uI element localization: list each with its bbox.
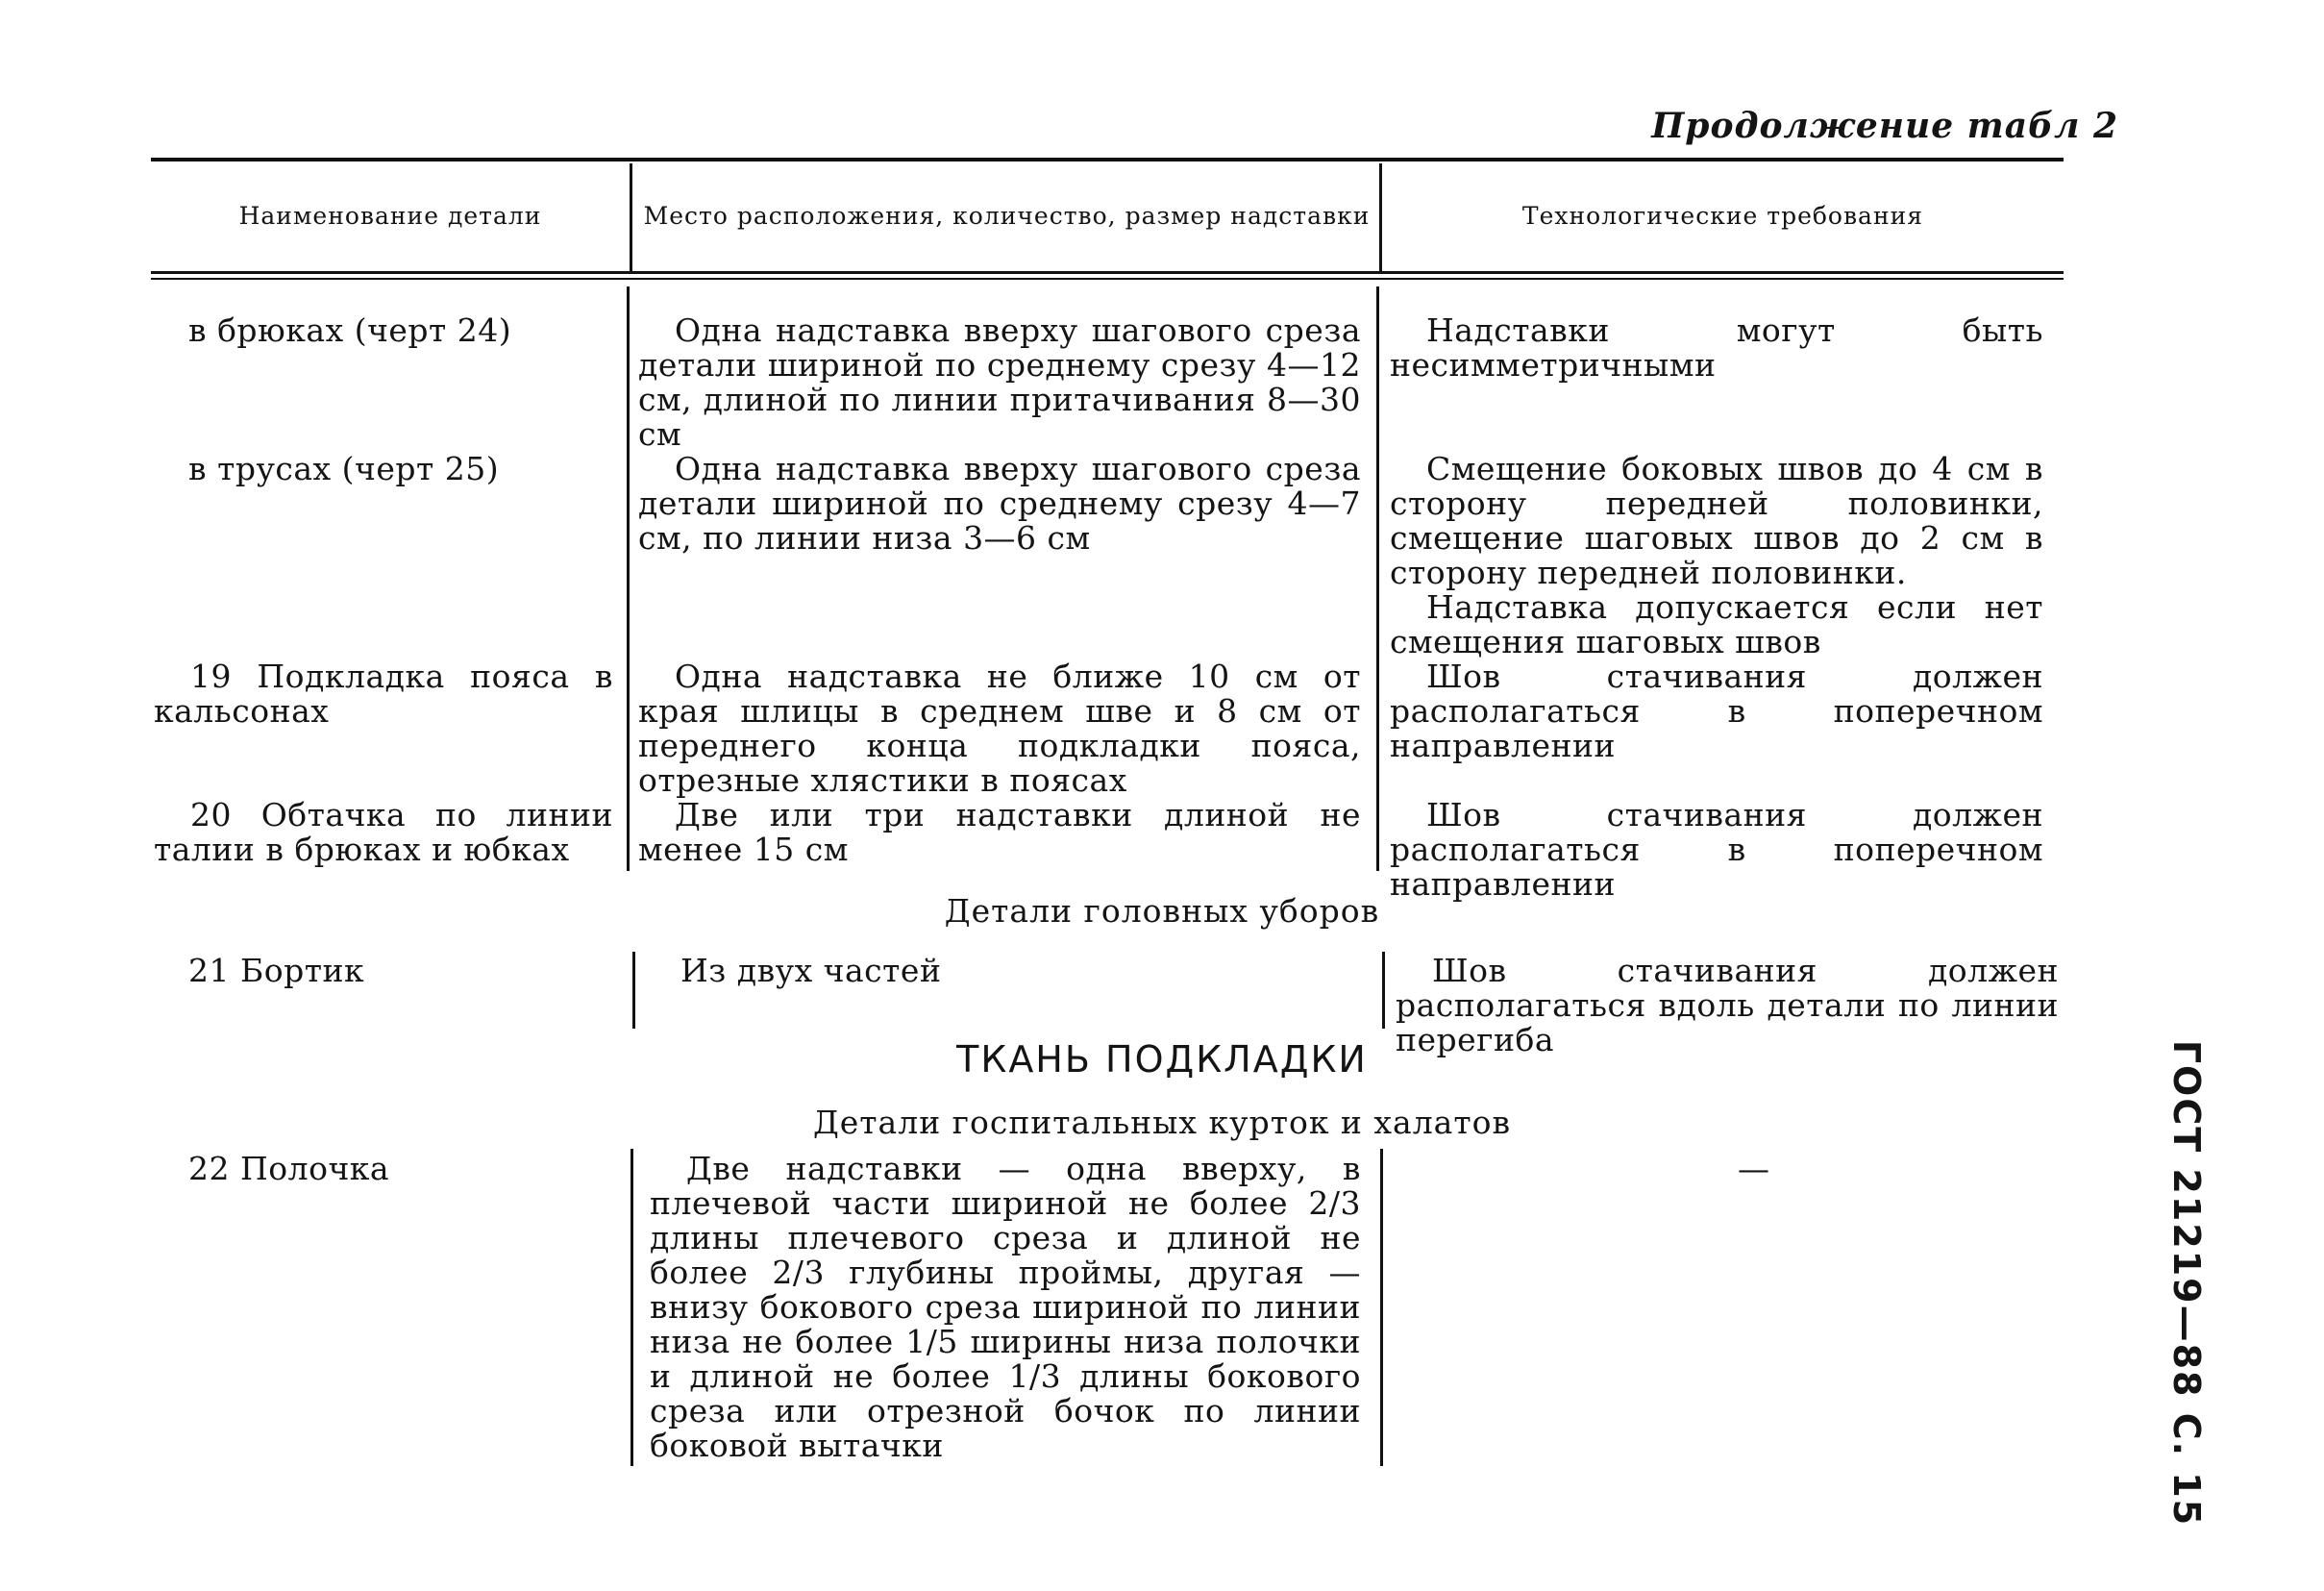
- row-19-req: [1390, 659, 2043, 763]
- section-lining-title: ТКАНЬ ПОДКЛАДКИ: [956, 1038, 1368, 1081]
- column-divider: [627, 286, 630, 871]
- row-trousers-req: [1390, 313, 2043, 383]
- row-20-name: [154, 798, 613, 867]
- row-22-req-dash: —: [1738, 1150, 1769, 1187]
- row-19-req-text: Шов стачивания должен располагаться в поперечном направлении: [1390, 658, 2043, 764]
- row-20-name-text: 20 Обтачка по линии талии в брюках и юбках: [154, 796, 613, 868]
- table-top-rule: [151, 158, 2064, 162]
- row-trousers-place: [638, 313, 1361, 452]
- column-divider: [632, 952, 635, 1029]
- row-shorts-place: [638, 452, 1361, 556]
- row-22-place: [650, 1152, 1361, 1463]
- row-21-place-text: Из двух частей: [680, 952, 942, 989]
- row-trousers-name: в брюках (черт 24): [188, 311, 512, 349]
- section-hospital-title: Детали госпитальных курток и халатов: [812, 1104, 1512, 1141]
- column-divider: [630, 163, 632, 271]
- row-21-req-text: Шов стачивания должен располагаться вдоль детали по линии перегиба: [1396, 952, 2059, 1058]
- row-19-name-text: 19 Подкладка пояса в кальсонах: [154, 658, 613, 730]
- row-trousers-place-text: Одна надставка вверху шагового среза детали шириной по среднему срезу 4—12 см, длиной по линии притачивания 8—30 см: [638, 311, 1361, 453]
- row-19-place: [638, 659, 1361, 798]
- row-19-name: [154, 659, 613, 729]
- row-22-place-text: Две надставки — одна вверху, в плечевой части шириной не более 2/3 длины плечевого среза и длиной не более 2/3 глубины проймы, другая — внизу бокового среза шириной по линии низа не более 1/5 ширины низа полочки и длиной не более 1/3 длины бокового среза или отрезной бочок по линии боковой вытачки: [650, 1150, 1361, 1464]
- table-continuation-title: Продолжение табл 2: [1651, 106, 2118, 146]
- row-shorts-name: в трусах (черт 25): [188, 450, 500, 487]
- column-divider: [1376, 286, 1379, 871]
- column-header-place: Место расположения, количество, размер надставки: [643, 202, 1371, 230]
- column-header-requirements: Технологические требования: [1521, 202, 1924, 230]
- row-trousers-req-text: Надставки могут быть несимметричными: [1390, 311, 2043, 384]
- row-21-place: [644, 954, 1367, 988]
- column-header-name: Наименование детали: [238, 202, 542, 230]
- column-divider: [1380, 1149, 1383, 1466]
- row-21-name: 21 Бортик: [188, 952, 365, 989]
- row-shorts-req-text-2: Надставка допускается если нет смещения шаговых швов: [1390, 588, 2043, 660]
- header-rule-2: [151, 278, 2064, 280]
- row-20-req: [1390, 798, 2043, 902]
- row-20-place-text: Две или три надставки длиной не менее 15 см: [638, 796, 1361, 868]
- side-standard-label: [2148, 1039, 2225, 1528]
- column-divider: [1379, 163, 1382, 271]
- section-headwear-title: Детали головных уборов: [944, 892, 1380, 930]
- row-19-place-text: Одна надставка не ближе 10 см от края шлицы в среднем шве и 8 см от переднего конца подкладки пояса, отрезные хлястики в поясах: [638, 658, 1361, 799]
- header-rule-1: [151, 271, 2064, 274]
- row-22-name: 22 Полочка: [188, 1150, 390, 1187]
- row-shorts-req: [1390, 452, 2043, 659]
- row-20-req-text: Шов стачивания должен располагаться в поперечном направлении: [1390, 796, 2043, 903]
- row-shorts-req-text-1: Смещение боковых швов до 4 см в сторону передней половинки, смещение шаговых швов до 2 см в сторону передней половинки.: [1390, 450, 2043, 591]
- row-shorts-place-text: Одна надставка вверху шагового среза детали шириной по среднему срезу 4—7 см, по линии низа 3—6 см: [638, 450, 1361, 557]
- row-20-place: [638, 798, 1361, 867]
- side-standard-label-text: ГОСТ 21219—88 С. 15: [2165, 1039, 2208, 1528]
- column-divider: [1382, 952, 1385, 1029]
- column-divider: [630, 1149, 633, 1466]
